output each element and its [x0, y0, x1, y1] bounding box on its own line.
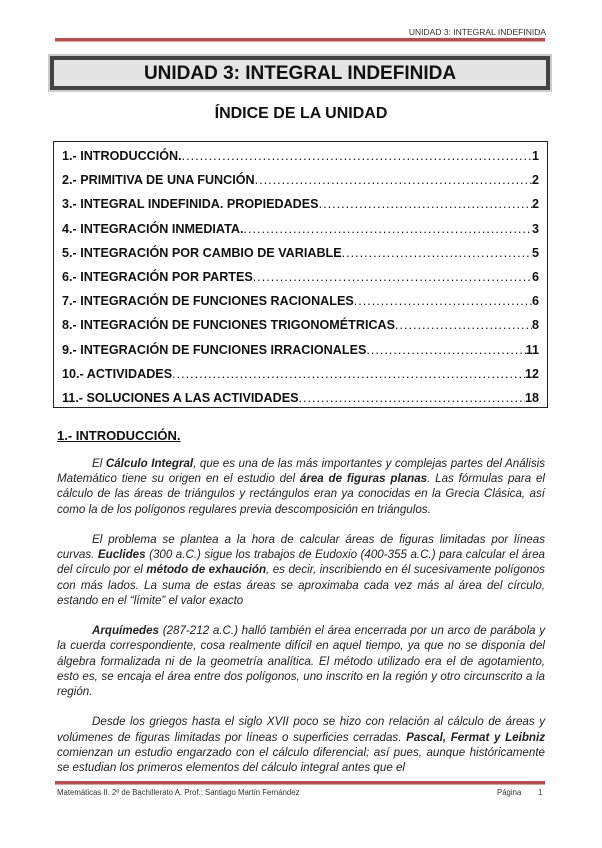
toc-page: 1	[531, 149, 539, 163]
toc-page: 8	[531, 318, 539, 333]
bold-term: Euclides	[97, 548, 146, 562]
text-run: . Las fórmulas para el cálculo de las áreas de triángulos y rectángulos eran ya conocidas en la Grecia Clásica, así como la de los polígonos regulares previa descomposición en triángulos.	[57, 472, 545, 516]
footer-page-label: Página	[497, 788, 522, 797]
toc-page: 2	[531, 197, 539, 212]
toc-label: 9.- INTEGRACIÓN DE FUNCIONES IRRACIONALES	[62, 342, 367, 357]
bold-term: Pascal, Fermat y Leibniz	[406, 730, 545, 744]
text-run: , es decir, inscribiendo en él sucesivamente polígonos con más lados. La suma de estas áreas se aproximaba cada vez más al área del círculo, estando en el “límite” el valor exacto	[57, 563, 545, 607]
text-run: , que es una de las más importantes y complejas partes del Análisis Matemático tiene su origen en el estudio del	[57, 457, 545, 486]
index-title: ÍNDICE DE LA UNIDAD	[214, 105, 388, 122]
toc-leader	[299, 386, 525, 410]
paragraph	[57, 532, 545, 608]
toc-leader	[182, 144, 532, 168]
toc-page: 6	[531, 269, 539, 284]
section-heading: 1.- INTRODUCCIÓN.	[57, 428, 181, 443]
toc-leader	[255, 168, 532, 192]
footer-page-number: 1	[538, 788, 543, 797]
toc-leader	[253, 265, 532, 289]
toc-page: 2	[531, 173, 539, 188]
toc-leader	[243, 217, 532, 241]
bold-term: Arquímedes	[92, 624, 160, 638]
bold-term: método de exhaución	[146, 563, 267, 577]
text-run: Desde los griegos hasta el siglo XVII poco se hizo con relación al cálculo de áreas y volúmenes de figuras limitadas por líneas o superficies cerradas.	[57, 715, 545, 744]
header-rule	[55, 38, 545, 42]
toc-label: 10.- ACTIVIDADES	[62, 366, 173, 381]
toc-entry[interactable]	[62, 217, 539, 241]
footer-text: Matemáticas II. 2º de Bachillerato A. Prof.: Santiago Martín Fernández	[57, 788, 300, 797]
toc-leader	[342, 241, 532, 265]
toc-label: 5.- INTEGRACIÓN POR CAMBIO DE VARIABLE	[62, 245, 342, 260]
text-run: El	[92, 457, 106, 470]
toc-page: 6	[531, 294, 539, 309]
footer-rule	[55, 781, 545, 785]
toc-entry[interactable]	[62, 144, 539, 168]
toc-page: 18	[524, 390, 539, 405]
running-header: UNIDAD 3: INTEGRAL INDEFINIDA	[408, 27, 546, 37]
paragraph	[57, 714, 545, 775]
toc-leader	[366, 338, 525, 362]
toc-entry[interactable]	[62, 386, 539, 410]
toc-page: 11	[525, 342, 539, 357]
table-of-contents	[53, 141, 548, 408]
toc-page: 12	[524, 366, 539, 381]
unit-title: UNIDAD 3: INTEGRAL INDEFINIDA	[50, 56, 550, 90]
toc-leader	[395, 313, 532, 337]
toc-label: 1.- INTRODUCCIÓN.	[62, 149, 182, 163]
toc-page: 5	[531, 245, 539, 260]
toc-label: 6.- INTEGRACIÓN POR PARTES	[62, 269, 253, 284]
toc-page: 3	[531, 221, 539, 236]
text-run: El problema se plantea a la hora de calcular áreas de figuras limitadas por líneas curvas.	[57, 533, 545, 562]
toc-entry[interactable]	[62, 289, 539, 313]
toc-label: 2.- PRIMITIVA DE UNA FUNCIÓN	[62, 173, 255, 188]
toc-entry[interactable]	[62, 192, 539, 216]
toc-label: 3.- INTEGRAL INDEFINIDA. PROPIEDADES	[62, 197, 319, 212]
toc-entry[interactable]	[62, 362, 539, 386]
paragraph	[57, 456, 545, 517]
body-text	[57, 456, 545, 790]
toc-entry[interactable]	[62, 313, 539, 337]
toc-entry[interactable]	[62, 241, 539, 265]
paragraph	[57, 623, 545, 699]
text-run: comienzan un estudio engarzado con el cálculo diferencial; así pues, aunque históricamente se estudian los primeros elementos del cálculo integral antes que el	[57, 745, 545, 775]
bold-term: Cálculo Integral	[105, 457, 194, 470]
toc-leader	[354, 289, 532, 313]
toc-entry[interactable]	[62, 265, 539, 289]
bold-term: área de figuras planas	[299, 472, 428, 486]
toc-entry[interactable]	[62, 338, 539, 362]
toc-label: 11.- SOLUCIONES A LAS ACTIVIDADES	[62, 390, 299, 405]
toc-label: 4.- INTEGRACIÓN INMEDIATA.	[62, 221, 244, 236]
text-run: (300 a.C.) sigue los trabajos de Eudoxio (400-355 a.C.) para calcular el área del círculo por el	[57, 548, 546, 577]
toc-entry[interactable]	[62, 168, 539, 192]
toc-leader	[319, 192, 532, 216]
toc-label: 7.- INTEGRACIÓN DE FUNCIONES RACIONALES	[62, 294, 354, 309]
text-run: (287-212 a.C.) halló también el área encerrada por un arco de parábola y la cuerda correspondiente, cosa realmente difícil en aquel tiempo, ya que no se disponía del álgebra formalizada ni de la geometría analítica. El método utilizado era el de agotamiento, esto es, se encaja el área entre dos polígonos, uno inscrito en la región y otro circunscrito a la región.	[57, 624, 545, 699]
toc-leader	[172, 362, 525, 386]
toc-label: 8.- INTEGRACIÓN DE FUNCIONES TRIGONOMÉTRICAS	[62, 318, 396, 333]
